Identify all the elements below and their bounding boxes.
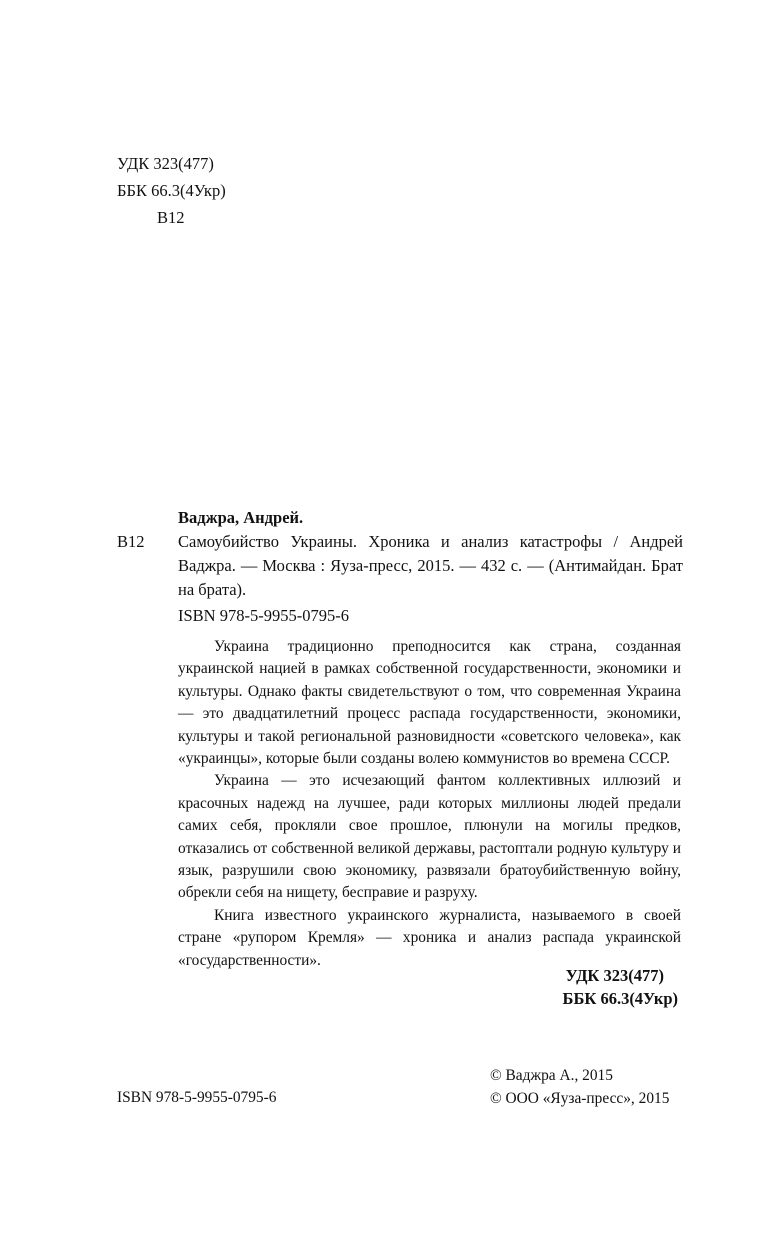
- author-heading: Ваджра, Андрей.: [178, 508, 304, 527]
- annotation-paragraph: Книга известного украинского журналиста, называемого в своей стране «рупором Кремля» — хроника и анализ распада украинской «государственности».: [178, 906, 681, 969]
- copyright-publisher: © ООО «Яуза-пресс», 2015: [490, 1090, 670, 1107]
- copyright-author: © Ваджра А., 2015: [490, 1067, 613, 1084]
- udk-code-top: УДК 323(477): [117, 154, 214, 173]
- isbn-entry: ISBN 978-5-9955-0795-6: [178, 606, 349, 625]
- annotation: [178, 636, 681, 972]
- bibliographic-description: Самоубийство Украины. Хроника и анализ катастрофы / Андрей Ваджра. — Москва : Яуза-пресс, 2015. — 432 с. — (Антимайдан. Брат на брата).: [178, 532, 683, 599]
- author-sign: В12: [117, 532, 145, 551]
- udk-code-bottom: УДК 323(477): [565, 966, 664, 985]
- bbk-code-bottom: ББК 66.3(4Укр): [562, 989, 678, 1008]
- isbn-footer: ISBN 978-5-9955-0795-6: [117, 1089, 277, 1106]
- annotation-paragraph: Украина традиционно преподносится как страна, созданная украинской нацией в рамках собственной государственности, экономики и культуры. Однако факты свидетельствуют о том, что современная Украина — это двадцатилетний процесс распада государственности, экономики, культуры и такой региональной разновидности «советского человека», как «украинцы», которые были созданы волею коммунистов во времена СССР.: [178, 638, 681, 768]
- bbk-code-top: ББК 66.3(4Укр): [117, 181, 226, 200]
- author-sign-top: В12: [157, 208, 185, 227]
- annotation-paragraph: Украина — это исчезающий фантом коллективных иллюзий и красочных надежд на лучшее, ради которых миллионы людей предали самих себя, прокляли свое прошлое, плюнули на могилы предков, отказались от собственной великой державы, растоптали родную культуру и язык, разрушили свою экономику, развязали братоубийственную войну, обрекли себя на нищету, бесправие и разруху.: [178, 772, 681, 902]
